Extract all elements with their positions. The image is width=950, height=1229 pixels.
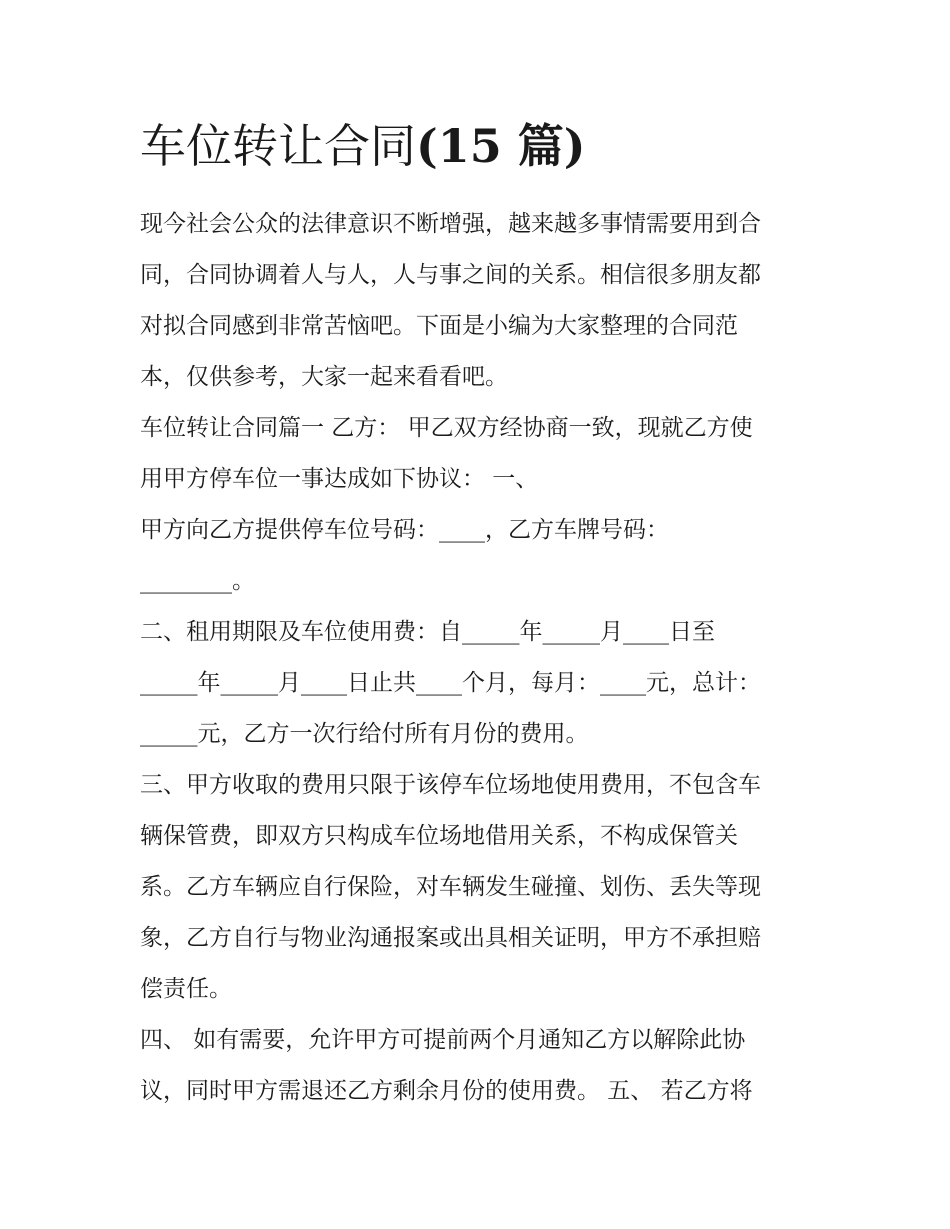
- text-line: 车位转让合同篇一 乙方： 甲乙双方经协商一致，现就乙方使: [140, 415, 753, 441]
- text-line: 辆保管费，即双方只构成车位场地借用关系，不构成保管关: [140, 823, 738, 849]
- title-main: 车位转让合同: [140, 119, 416, 173]
- title-count: (15 篇): [416, 119, 586, 173]
- text-line: 对拟合同感到非常苦恼吧。下面是小编为大家整理的合同范: [140, 313, 738, 339]
- text-line: 系。乙方车辆应自行保险，对车辆发生碰撞、划伤、丢失等现: [140, 874, 761, 900]
- text-line: 二、租用期限及车位使用费：自_____年_____月____日至: [140, 619, 715, 645]
- text-line: 四、 如有需要，允许甲方可提前两个月通知乙方以解除此协: [140, 1027, 746, 1053]
- text-line: 同，合同协调着人与人，人与事之间的关系。相信很多朋友都: [140, 262, 761, 288]
- text-line: _____年_____月____日止共____个月，每月：____元，总计：: [140, 670, 761, 696]
- text-line: 象，乙方自行与物业沟通报案或出具相关证明，甲方不承担赔: [140, 925, 761, 951]
- text-line: 议，同时甲方需退还乙方剩余月份的使用费。 五、 若乙方将: [140, 1078, 753, 1104]
- text-line: 本，仅供参考，大家一起来看看吧。: [140, 364, 508, 390]
- text-line: 现今社会公众的法律意识不断增强，越来越多事情需要用到合: [140, 211, 761, 237]
- text-line: 甲方向乙方提供停车位号码：____，乙方车牌号码：: [140, 517, 669, 543]
- text-line: _____元，乙方一次行给付所有月份的费用。: [140, 721, 589, 747]
- document-body: [140, 199, 820, 1117]
- page-title: [140, 116, 586, 176]
- text-line: ________。: [140, 568, 255, 594]
- text-line: 三、甲方收取的费用只限于该停车位场地使用费用，不包含车: [140, 772, 761, 798]
- text-line: 用甲方停车位一事达成如下协议： 一、: [140, 466, 539, 492]
- text-line: 偿责任。: [140, 976, 232, 1002]
